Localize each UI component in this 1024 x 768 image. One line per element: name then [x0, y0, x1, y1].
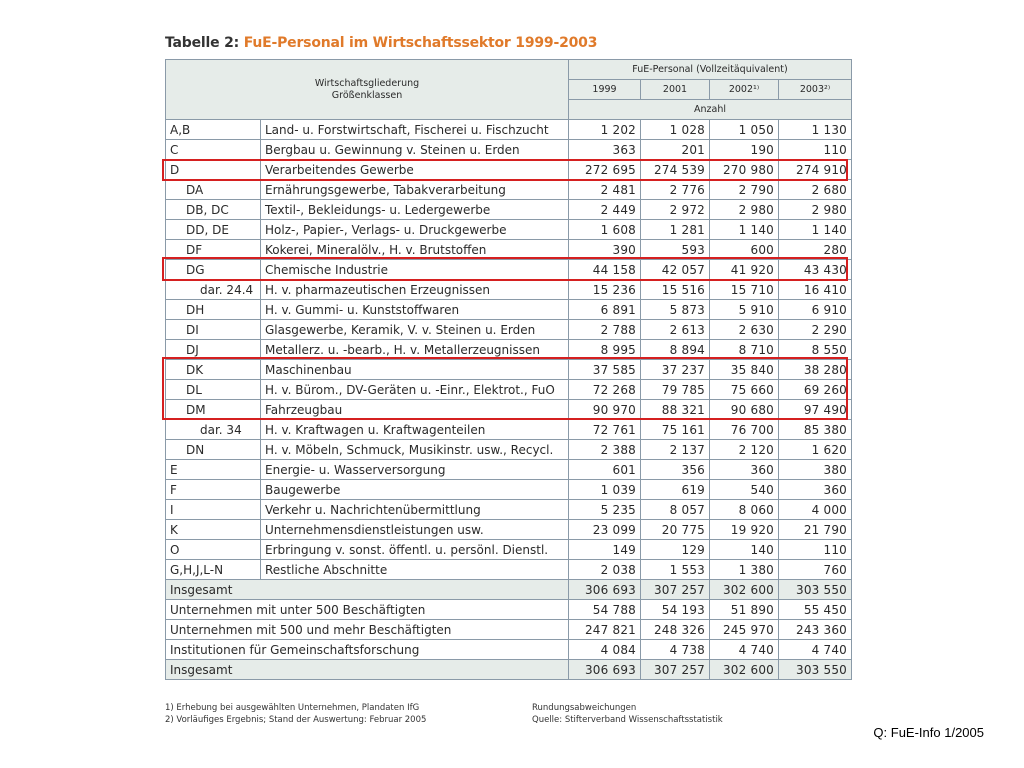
row-label: H. v. pharmazeutischen Erzeugnissen [261, 280, 569, 300]
summary-value: 243 360 [779, 620, 852, 640]
table-row [166, 380, 852, 400]
summary-value: 306 693 [569, 580, 641, 600]
row-value: 6 910 [779, 300, 852, 320]
summary-label: Insgesamt [166, 580, 569, 600]
row-value: 35 840 [710, 360, 779, 380]
row-value: 90 680 [710, 400, 779, 420]
summary-value: 303 550 [779, 660, 852, 680]
row-value: 2 120 [710, 440, 779, 460]
row-value: 8 550 [779, 340, 852, 360]
row-code: DA [166, 180, 261, 200]
row-code: O [166, 540, 261, 560]
row-value: 2 776 [641, 180, 710, 200]
table-row [166, 460, 852, 480]
table-row [166, 400, 852, 420]
row-value: 1 050 [710, 120, 779, 140]
row-value: 72 761 [569, 420, 641, 440]
row-value: 1 620 [779, 440, 852, 460]
summary-label: Unternehmen mit 500 und mehr Beschäftigten [166, 620, 569, 640]
row-value: 44 158 [569, 260, 641, 280]
row-value: 2 790 [710, 180, 779, 200]
row-code: DD, DE [166, 220, 261, 240]
row-code: F [166, 480, 261, 500]
table-title [165, 35, 597, 51]
row-label: Verkehr u. Nachrichtenübermittlung [261, 500, 569, 520]
row-value: 1 130 [779, 120, 852, 140]
table-row [166, 160, 852, 180]
summary-value: 303 550 [779, 580, 852, 600]
row-value: 601 [569, 460, 641, 480]
row-value: 380 [779, 460, 852, 480]
header-classification-line2: Größenklassen [331, 89, 403, 101]
row-value: 42 057 [641, 260, 710, 280]
table-row [166, 540, 852, 560]
row-value: 110 [779, 140, 852, 160]
header-classification [166, 60, 569, 120]
header-group: FuE-Personal (Vollzeitäquivalent) [569, 60, 852, 80]
row-code: A,B [166, 120, 261, 140]
summary-value: 54 788 [569, 600, 641, 620]
row-label: Energie- u. Wasserversorgung [261, 460, 569, 480]
row-label: H. v. Bürom., DV-Geräten u. -Einr., Elektrot., FuO [261, 380, 569, 400]
row-value: 201 [641, 140, 710, 160]
summary-value: 302 600 [710, 580, 779, 600]
row-value: 97 490 [779, 400, 852, 420]
row-value: 760 [779, 560, 852, 580]
row-value: 2 680 [779, 180, 852, 200]
row-value: 1 608 [569, 220, 641, 240]
row-value: 149 [569, 540, 641, 560]
table-row [166, 280, 852, 300]
row-value: 2 613 [641, 320, 710, 340]
summary-value: 248 326 [641, 620, 710, 640]
row-value: 2 980 [779, 200, 852, 220]
row-value: 75 660 [710, 380, 779, 400]
row-value: 129 [641, 540, 710, 560]
summary-label: Institutionen für Gemeinschaftsforschung [166, 640, 569, 660]
summary-value: 307 257 [641, 580, 710, 600]
row-label: Ernährungsgewerbe, Tabakverarbeitung [261, 180, 569, 200]
row-value: 41 920 [710, 260, 779, 280]
row-value: 1 202 [569, 120, 641, 140]
row-value: 23 099 [569, 520, 641, 540]
row-code: dar. 24.4 [166, 280, 261, 300]
row-value: 274 539 [641, 160, 710, 180]
row-value: 2 980 [710, 200, 779, 220]
table-row [166, 440, 852, 460]
row-value: 37 237 [641, 360, 710, 380]
row-value: 72 268 [569, 380, 641, 400]
row-code: DK [166, 360, 261, 380]
row-value: 5 910 [710, 300, 779, 320]
row-value: 2 481 [569, 180, 641, 200]
row-label: Holz-, Papier-, Verlags- u. Druckgewerbe [261, 220, 569, 240]
row-value: 2 972 [641, 200, 710, 220]
table-title-label: Tabelle 2: [165, 35, 240, 51]
row-value: 190 [710, 140, 779, 160]
table-row [166, 180, 852, 200]
row-value: 600 [710, 240, 779, 260]
header-year: 2002¹⁾ [710, 80, 779, 100]
summary-label: Insgesamt [166, 660, 569, 680]
summary-value: 4 740 [710, 640, 779, 660]
row-code: DJ [166, 340, 261, 360]
row-value: 8 057 [641, 500, 710, 520]
rounding-note: Rundungsabweichungen [532, 703, 637, 713]
row-label: H. v. Gummi- u. Kunststoffwaren [261, 300, 569, 320]
row-value: 270 980 [710, 160, 779, 180]
row-label: Baugewerbe [261, 480, 569, 500]
row-value: 37 585 [569, 360, 641, 380]
table-row [166, 200, 852, 220]
row-label: Land- u. Forstwirtschaft, Fischerei u. Fischzucht [261, 120, 569, 140]
row-value: 1 380 [710, 560, 779, 580]
summary-value: 51 890 [710, 600, 779, 620]
summary-value: 302 600 [710, 660, 779, 680]
row-code: G,H,J,L-N [166, 560, 261, 580]
row-value: 16 410 [779, 280, 852, 300]
row-label: H. v. Kraftwagen u. Kraftwagenteilen [261, 420, 569, 440]
row-code: DB, DC [166, 200, 261, 220]
summary-label: Unternehmen mit unter 500 Beschäftigten [166, 600, 569, 620]
row-value: 21 790 [779, 520, 852, 540]
row-label: Bergbau u. Gewinnung v. Steinen u. Erden [261, 140, 569, 160]
row-code: dar. 34 [166, 420, 261, 440]
row-code: I [166, 500, 261, 520]
source-note: Quelle: Stifterverband Wissenschaftsstatistik [532, 715, 723, 725]
row-value: 88 321 [641, 400, 710, 420]
row-value: 363 [569, 140, 641, 160]
row-label: Fahrzeugbau [261, 400, 569, 420]
row-value: 43 430 [779, 260, 852, 280]
row-code: K [166, 520, 261, 540]
row-value: 5 873 [641, 300, 710, 320]
row-value: 15 710 [710, 280, 779, 300]
source-citation: Q: FuE-Info 1/2005 [873, 725, 984, 740]
row-label: Chemische Industrie [261, 260, 569, 280]
table-row [166, 140, 852, 160]
row-code: DN [166, 440, 261, 460]
summary-row [166, 660, 852, 680]
row-label: Kokerei, Mineralölv., H. v. Brutstoffen [261, 240, 569, 260]
row-value: 390 [569, 240, 641, 260]
row-label: Glasgewerbe, Keramik, V. v. Steinen u. Erden [261, 320, 569, 340]
row-code: C [166, 140, 261, 160]
row-value: 2 788 [569, 320, 641, 340]
footnote-2: 2) Vorläufiges Ergebnis; Stand der Auswertung: Februar 2005 [165, 715, 427, 725]
header-year: 1999 [569, 80, 641, 100]
row-value: 4 000 [779, 500, 852, 520]
row-value: 8 894 [641, 340, 710, 360]
row-value: 75 161 [641, 420, 710, 440]
row-code: DI [166, 320, 261, 340]
header-classification-line1: Wirtschaftsgliederung [314, 77, 420, 89]
row-value: 272 695 [569, 160, 641, 180]
row-value: 593 [641, 240, 710, 260]
header-year: 2001 [641, 80, 710, 100]
table-row [166, 240, 852, 260]
table-row [166, 560, 852, 580]
table-row [166, 480, 852, 500]
row-label: Maschinenbau [261, 360, 569, 380]
row-value: 2 290 [779, 320, 852, 340]
row-label: H. v. Möbeln, Schmuck, Musikinstr. usw., Recycl. [261, 440, 569, 460]
summary-value: 4 740 [779, 640, 852, 660]
summary-value: 55 450 [779, 600, 852, 620]
table-row [166, 520, 852, 540]
row-value: 1 140 [710, 220, 779, 240]
row-label: Unternehmensdienstleistungen usw. [261, 520, 569, 540]
summary-row [166, 620, 852, 640]
row-value: 140 [710, 540, 779, 560]
summary-value: 4 738 [641, 640, 710, 660]
row-value: 2 388 [569, 440, 641, 460]
row-value: 79 785 [641, 380, 710, 400]
row-value: 280 [779, 240, 852, 260]
row-value: 69 260 [779, 380, 852, 400]
table-row [166, 360, 852, 380]
row-value: 90 970 [569, 400, 641, 420]
summary-value: 245 970 [710, 620, 779, 640]
row-code: DF [166, 240, 261, 260]
rd-personnel-table [165, 59, 852, 680]
row-value: 1 039 [569, 480, 641, 500]
row-value: 8 060 [710, 500, 779, 520]
row-label: Verarbeitendes Gewerbe [261, 160, 569, 180]
summary-value: 247 821 [569, 620, 641, 640]
row-value: 1 281 [641, 220, 710, 240]
row-code: DG [166, 260, 261, 280]
row-value: 1 028 [641, 120, 710, 140]
row-value: 15 516 [641, 280, 710, 300]
summary-value: 307 257 [641, 660, 710, 680]
row-code: DH [166, 300, 261, 320]
table-row [166, 420, 852, 440]
summary-row [166, 580, 852, 600]
footnotes-left [165, 702, 426, 726]
row-value: 6 891 [569, 300, 641, 320]
row-value: 356 [641, 460, 710, 480]
row-value: 360 [710, 460, 779, 480]
table-row [166, 320, 852, 340]
table-row [166, 300, 852, 320]
row-value: 110 [779, 540, 852, 560]
table-row [166, 340, 852, 360]
header-unit: Anzahl [569, 100, 852, 120]
row-value: 20 775 [641, 520, 710, 540]
table-row [166, 260, 852, 280]
summary-row [166, 600, 852, 620]
table-row [166, 120, 852, 140]
row-code: DM [166, 400, 261, 420]
header-year: 2003²⁾ [779, 80, 852, 100]
row-value: 274 910 [779, 160, 852, 180]
summary-row [166, 640, 852, 660]
table-title-text: FuE-Personal im Wirtschaftssektor 1999-2003 [243, 35, 598, 51]
row-value: 2 449 [569, 200, 641, 220]
row-value: 2 038 [569, 560, 641, 580]
row-value: 1 553 [641, 560, 710, 580]
row-value: 8 710 [710, 340, 779, 360]
row-label: Restliche Abschnitte [261, 560, 569, 580]
row-code: D [166, 160, 261, 180]
table-row [166, 500, 852, 520]
row-value: 360 [779, 480, 852, 500]
row-value: 540 [710, 480, 779, 500]
row-code: DL [166, 380, 261, 400]
row-value: 15 236 [569, 280, 641, 300]
row-label: Metallerz. u. -bearb., H. v. Metallerzeugnissen [261, 340, 569, 360]
row-value: 8 995 [569, 340, 641, 360]
table-row [166, 220, 852, 240]
footnote-1: 1) Erhebung bei ausgewählten Unternehmen, Plandaten IfG [165, 703, 420, 713]
row-value: 19 920 [710, 520, 779, 540]
row-value: 76 700 [710, 420, 779, 440]
row-value: 1 140 [779, 220, 852, 240]
row-value: 85 380 [779, 420, 852, 440]
summary-value: 54 193 [641, 600, 710, 620]
row-code: E [166, 460, 261, 480]
footnotes-right [532, 702, 723, 726]
row-value: 5 235 [569, 500, 641, 520]
summary-value: 4 084 [569, 640, 641, 660]
row-value: 38 280 [779, 360, 852, 380]
row-value: 619 [641, 480, 710, 500]
row-label: Textil-, Bekleidungs- u. Ledergewerbe [261, 200, 569, 220]
row-value: 2 630 [710, 320, 779, 340]
row-value: 2 137 [641, 440, 710, 460]
row-label: Erbringung v. sonst. öffentl. u. persönl. Dienstl. [261, 540, 569, 560]
summary-value: 306 693 [569, 660, 641, 680]
